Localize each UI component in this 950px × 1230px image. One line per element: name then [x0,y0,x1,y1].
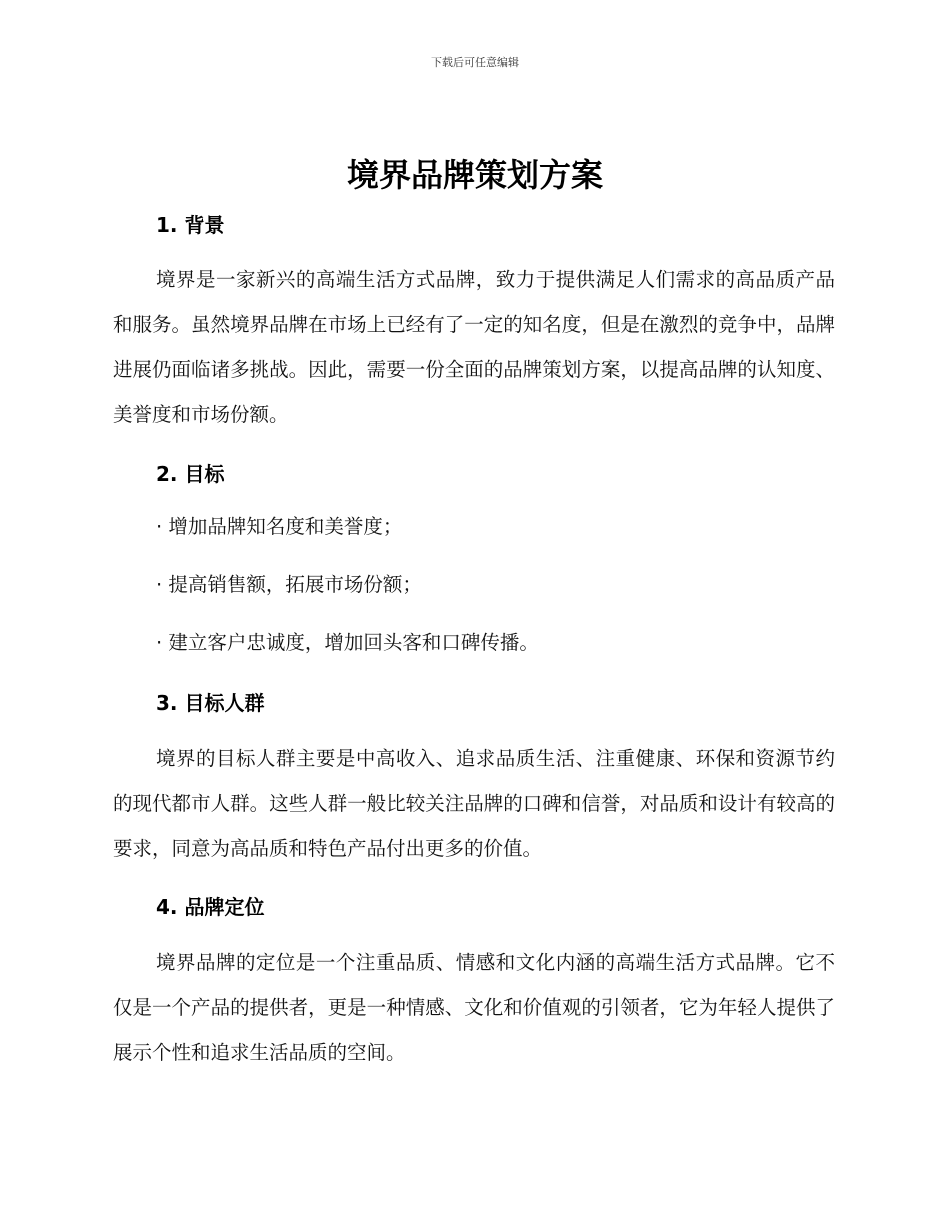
goal-list-item: · 建立客户忠诚度，增加回头客和口碑传播。 [156,631,539,654]
section-paragraph-brand-positioning: 境界品牌的定位是一个注重品质、情感和文化内涵的高端生活方式品牌。它不仅是一个产品的提供者，更是一种情感、文化和价值观的引领者，它为年轻人提供了展示个性和追求生活品质的空间。 [113,951,835,1064]
document-title: 境界品牌策划方案 [346,156,603,194]
section-heading-background: 1. 背景 [156,213,225,237]
section-heading-brand-positioning: 4. 品牌定位 [156,895,265,919]
page-header-note: 下载后可任意编辑 [431,56,519,69]
section-heading-target-audience: 3. 目标人群 [156,691,265,715]
goal-list-item: · 提高销售额，拓展市场份额； [156,573,422,596]
section-paragraph-background: 境界是一家新兴的高端生活方式品牌，致力于提供满足人们需求的高品质产品和服务。虽然境界品牌在市场上已经有了一定的知名度，但是在激烈的竞争中，品牌进展仍面临诸多挑战。因此，需要一份全面的品牌策划方案，以提高品牌的认知度、美誉度和市场份额。 [113,268,835,426]
section-heading-goals: 2. 目标 [156,462,225,486]
section-paragraph-target-audience: 境界的目标人群主要是中高收入、追求品质生活、注重健康、环保和资源节约的现代都市人群。这些人群一般比较关注品牌的口碑和信誉，对品质和设计有较高的要求，同意为高品质和特色产品付出更多的价值。 [113,747,835,860]
goal-list-item: · 增加品牌知名度和美誉度； [156,515,403,538]
